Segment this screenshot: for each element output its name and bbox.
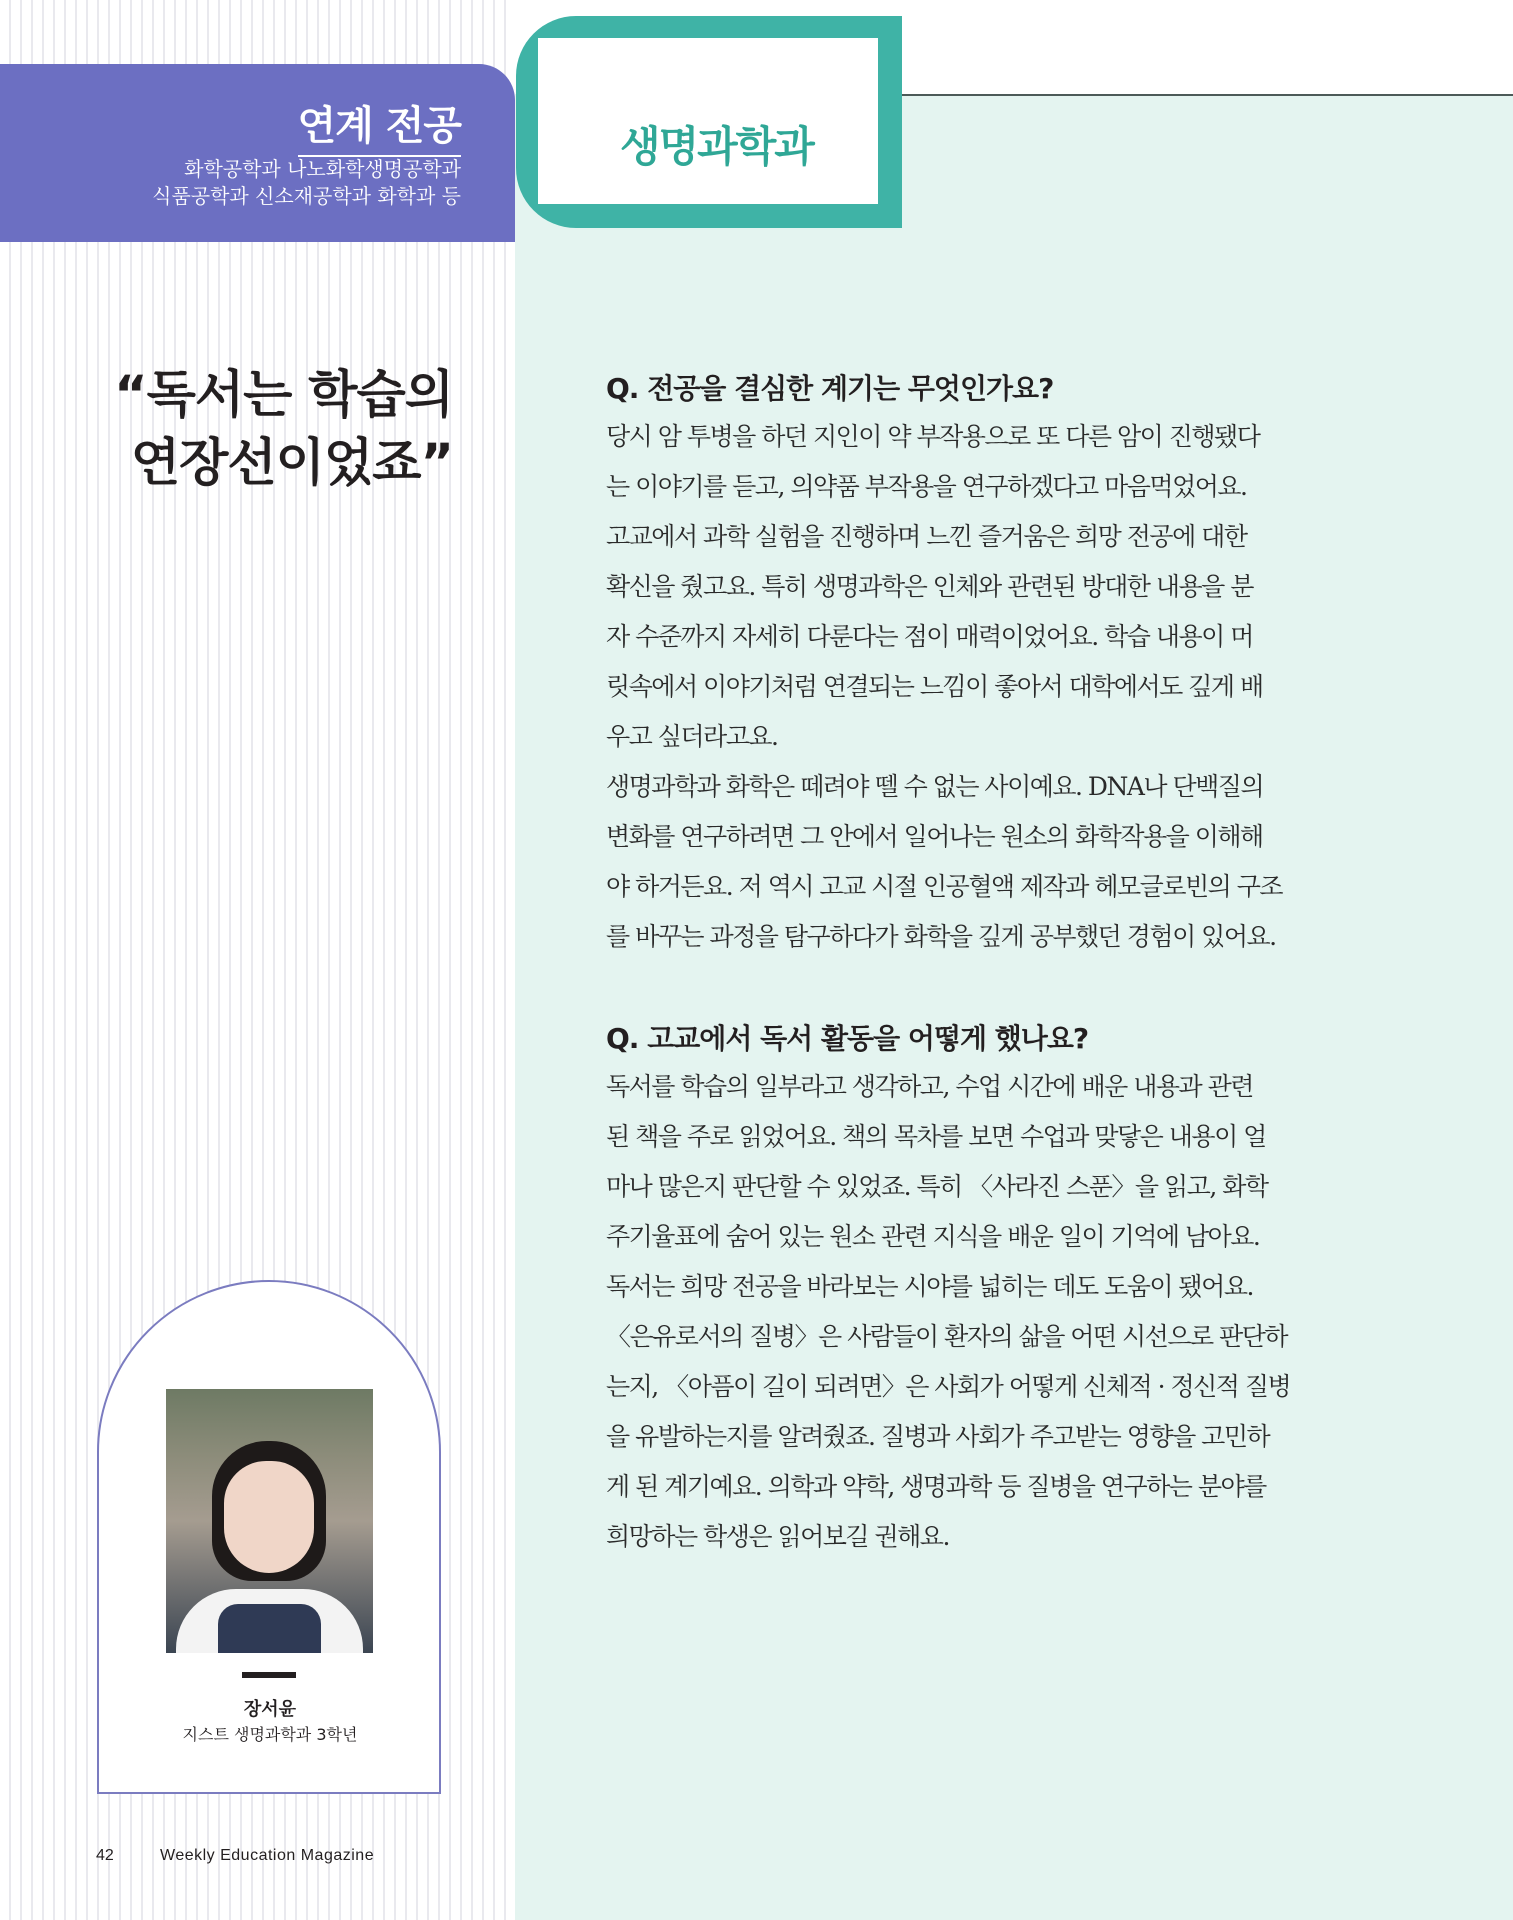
photo-face	[224, 1461, 314, 1573]
answer-line: 확신을 줬고요. 특히 생명과학은 인체와 관련된 방대한 내용을 분	[606, 572, 1253, 601]
answer-line: 릿속에서 이야기처럼 연결되는 느낌이 좋아서 대학에서도 깊게 배	[606, 672, 1263, 701]
answer-line: 생명과학과 화학은 떼려야 뗄 수 없는 사이예요. DNA나 단백질의	[606, 772, 1264, 801]
person-role: 지스트 생명과학과 3학년	[182, 1725, 358, 1744]
qa-block-2	[606, 1016, 1356, 1562]
question-2: Q. 고교에서 독서 활동을 어떻게 했나요?	[606, 1022, 1089, 1055]
related-majors-list	[152, 156, 461, 210]
answer-line: 자 수준까지 자세히 다룬다는 점이 매력이었어요. 학습 내용이 머	[606, 622, 1253, 651]
major-tab-inner	[538, 38, 878, 204]
answer-line: 된 책을 주로 읽었어요. 책의 목차를 보면 수업과 맞닿은 내용이 얼	[606, 1122, 1266, 1151]
answer-line: 〈은유로서의 질병〉은 사람들이 환자의 삶을 어떤 시선으로 판단하	[606, 1322, 1288, 1351]
answer-line: 게 된 계기예요. 의학과 약학, 생명과학 등 질병을 연구하는 분야를	[606, 1472, 1266, 1501]
person-name: 장서윤	[243, 1699, 297, 1720]
answer-line: 독서를 학습의 일부라고 생각하고, 수업 시간에 배운 내용과 관련	[606, 1072, 1253, 1101]
related-majors-line-1: 화학공학과 나노화학생명공학과	[184, 157, 461, 181]
page-number: 42	[96, 1847, 114, 1864]
answer-line: 주기율표에 숨어 있는 원소 관련 지식을 배운 일이 기억에 남아요.	[606, 1222, 1260, 1251]
question-1: Q. 전공을 결심한 계기는 무엇인가요?	[606, 372, 1054, 405]
major-tab	[516, 16, 902, 228]
answer-line: 를 바꾸는 과정을 탐구하다가 화학을 깊게 공부했던 경험이 있어요.	[606, 922, 1276, 951]
major-tab-title: 생명과학과	[620, 122, 813, 171]
answer-line: 을 유발하는지를 알려줬죠. 질병과 사회가 주고받는 영향을 고민하	[606, 1422, 1270, 1451]
name-divider	[242, 1672, 296, 1678]
headline-quote-line-1: “독서는 학습의	[114, 366, 453, 425]
related-majors-line-2: 식품공학과 신소재공학과 화학과 등	[152, 184, 461, 208]
answer-line: 당시 암 투병을 하던 지인이 약 부작용으로 또 다른 암이 진행됐다	[606, 422, 1260, 451]
answer-line: 독서는 희망 전공을 바라보는 시야를 넓히는 데도 도움이 됐어요.	[606, 1272, 1253, 1301]
related-majors-banner	[0, 64, 515, 242]
headline-quote-line-2: 연장선이었죠”	[130, 434, 453, 493]
qa-block-1	[606, 366, 1356, 962]
top-rule-line	[900, 94, 1513, 96]
related-majors-title: 연계 전공	[298, 94, 462, 157]
headline-quote	[114, 362, 453, 498]
answer-line: 고교에서 과학 실험을 진행하며 느낀 즐거움은 희망 전공에 대한	[606, 522, 1247, 551]
answer-line: 희망하는 학생은 읽어보길 권해요.	[606, 1522, 949, 1551]
answer-line: 는 이야기를 듣고, 의약품 부작용을 연구하겠다고 마음먹었어요.	[606, 472, 1247, 501]
answer-line: 야 하거든요. 저 역시 고교 시절 인공혈액 제작과 헤모글로빈의 구조	[606, 872, 1283, 901]
answer-line: 마나 많은지 판단할 수 있었죠. 특히 〈사라진 스푼〉을 읽고, 화학	[606, 1172, 1268, 1201]
answer-line: 변화를 연구하려면 그 안에서 일어나는 원소의 화학작용을 이해해	[606, 822, 1263, 851]
answer-line: 는지, 〈아픔이 길이 되려면〉은 사회가 어떻게 신체적 · 정신적 질병	[606, 1372, 1291, 1401]
profile-photo	[166, 1389, 373, 1653]
answer-line: 우고 싶더라고요.	[606, 722, 778, 751]
magazine-name: Weekly Education Magazine	[160, 1847, 375, 1864]
photo-apron	[218, 1604, 321, 1653]
